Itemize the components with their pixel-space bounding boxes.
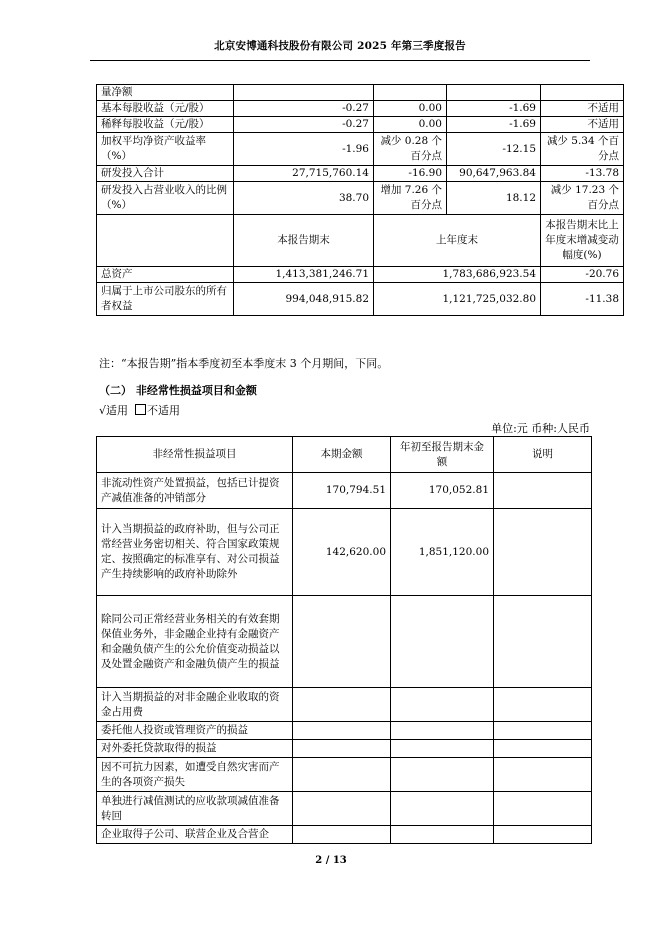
column-header: 本期金额	[293, 437, 391, 473]
table-cell	[293, 740, 391, 758]
table-cell	[391, 740, 494, 758]
table-cell	[293, 722, 391, 740]
table-cell	[494, 740, 592, 758]
table-cell	[391, 688, 494, 722]
table-cell: 研发投入合计	[97, 166, 234, 182]
table-cell: -20.76	[541, 267, 624, 283]
table-cell: 142,620.00	[293, 509, 391, 596]
table-cell	[293, 688, 391, 722]
unit-currency-line: 单位:元 币种:人民币	[491, 422, 590, 435]
table-row	[97, 267, 624, 283]
table-cell: 27,715,760.14	[234, 166, 374, 182]
applicable-option: √适用	[99, 404, 129, 417]
table-cell: 1,783,686,923.54	[374, 267, 541, 283]
table-cell	[494, 792, 592, 826]
table-cell: 单独进行减值测试的应收款项减值准备转回	[97, 792, 293, 826]
table-cell: -1.96	[234, 133, 374, 166]
table-cell: 减少 5.34 个百分点	[541, 133, 624, 166]
column-header: 年初至报告期末金额	[391, 437, 494, 473]
table-cell: 18.12	[447, 182, 541, 215]
table-row	[97, 509, 592, 596]
table-row	[97, 133, 624, 166]
table-cell	[494, 509, 592, 596]
table-row	[97, 85, 624, 101]
table-cell	[374, 85, 447, 101]
table-cell	[494, 722, 592, 740]
table-row	[97, 722, 592, 740]
table-row	[97, 101, 624, 117]
table-cell: 994,048,915.82	[234, 283, 374, 316]
table-cell: 38.70	[234, 182, 374, 215]
table-cell: 减少 17.23 个百分点	[541, 182, 624, 215]
table-cell	[97, 215, 234, 267]
table-row	[97, 688, 592, 722]
table-cell: -12.15	[447, 133, 541, 166]
table-cell: -0.27	[234, 117, 374, 133]
table-cell	[494, 688, 592, 722]
table-cell: 计入当期损益的对非金融企业收取的资金占用费	[97, 688, 293, 722]
table-cell: 170,052.81	[391, 473, 494, 509]
table-row	[97, 166, 624, 182]
table-cell: -1.69	[447, 101, 541, 117]
page-number: 2 / 13	[315, 855, 347, 866]
table-cell: 不适用	[541, 101, 624, 117]
table-cell	[391, 722, 494, 740]
table-cell: 基本每股收益（元/股）	[97, 101, 234, 117]
table-header-row	[97, 437, 592, 473]
table-cell	[293, 758, 391, 792]
table-cell	[391, 596, 494, 688]
table-row	[97, 792, 592, 826]
table-cell	[391, 758, 494, 792]
checkbox-icon	[135, 404, 146, 415]
not-applicable-option: 不适用	[147, 404, 181, 417]
table-cell: 不适用	[541, 117, 624, 133]
table-row	[97, 596, 592, 688]
table-cell	[391, 792, 494, 826]
table-cell: 1,851,120.00	[391, 509, 494, 596]
table-cell: 稀释每股收益（元/股）	[97, 117, 234, 133]
table-cell: 增加 7.26 个百分点	[374, 182, 447, 215]
table-row	[97, 758, 592, 792]
table-row	[97, 283, 624, 316]
table-cell	[494, 758, 592, 792]
table-cell	[494, 826, 592, 844]
column-header: 本报告期末	[234, 215, 374, 267]
table-cell: 1,121,725,032.80	[374, 283, 541, 316]
table-cell: 加权平均净资产收益率（%）	[97, 133, 234, 166]
table-cell: 90,647,963.84	[447, 166, 541, 182]
table-cell: 总资产	[97, 267, 234, 283]
table-cell	[494, 596, 592, 688]
header-divider	[90, 60, 590, 61]
table-subheader-row	[97, 215, 624, 267]
table-cell: -16.90	[374, 166, 447, 182]
table-row	[97, 182, 624, 215]
table-cell: 1,413,381,246.71	[234, 267, 374, 283]
column-header: 本报告期末比上年度末增减变动幅度(%)	[541, 215, 624, 267]
table-row	[97, 826, 592, 844]
table-cell	[391, 826, 494, 844]
table-cell: -11.38	[541, 283, 624, 316]
table-cell: 对外委托贷款取得的损益	[97, 740, 293, 758]
report-header: 北京安博通科技股份有限公司 2025 年第三季度报告	[214, 40, 466, 52]
table-cell: -0.27	[234, 101, 374, 117]
table-cell	[447, 85, 541, 101]
table-cell: 减少 0.28 个百分点	[374, 133, 447, 166]
table-row	[97, 740, 592, 758]
table-cell: 量净额	[97, 85, 234, 101]
table-cell: 委托他人投资或管理资产的损益	[97, 722, 293, 740]
column-header: 非经常性损益项目	[97, 437, 293, 473]
applicability-options	[99, 402, 180, 418]
table-row	[97, 117, 624, 133]
table-cell: 0.00	[374, 101, 447, 117]
table-cell: 除同公司正常经营业务相关的有效套期保值业务外，非金融企业持有金融资产和金融负债产生的公允价值变动损益以及处置金融资产和金融负债产生的损益	[97, 596, 293, 688]
table-cell: 因不可抗力因素，如遭受自然灾害而产生的各项资产损失	[97, 758, 293, 792]
table-cell	[293, 596, 391, 688]
footnote: 注：“本报告期”指本季度初至本季度末 3 个月期间，下同。	[99, 357, 389, 370]
table-row	[97, 473, 592, 509]
section-title: （二） 非经常性损益项目和金额	[99, 384, 257, 397]
financial-indicators-table	[96, 84, 624, 316]
table-cell	[234, 85, 374, 101]
table-cell	[541, 85, 624, 101]
column-header: 说明	[494, 437, 592, 473]
table-cell: -1.69	[447, 117, 541, 133]
table-cell	[293, 792, 391, 826]
table-cell: 研发投入占营业收入的比例（%）	[97, 182, 234, 215]
table-cell: -13.78	[541, 166, 624, 182]
table-cell: 非流动性资产处置损益，包括已计提资产减值准备的冲销部分	[97, 473, 293, 509]
table-cell: 170,794.51	[293, 473, 391, 509]
table-cell: 计入当期损益的政府补助，但与公司正常经营业务密切相关、符合国家政策规定、按照确定的标准享有、对公司损益产生持续影响的政府补助除外	[97, 509, 293, 596]
table-cell: 0.00	[374, 117, 447, 133]
column-header: 上年度末	[374, 215, 541, 267]
table-cell: 企业取得子公司、联营企业及合营企	[97, 826, 293, 844]
table-cell	[494, 473, 592, 509]
non-recurring-items-table	[96, 436, 592, 844]
table-cell: 归属于上市公司股东的所有者权益	[97, 283, 234, 316]
table-cell	[293, 826, 391, 844]
